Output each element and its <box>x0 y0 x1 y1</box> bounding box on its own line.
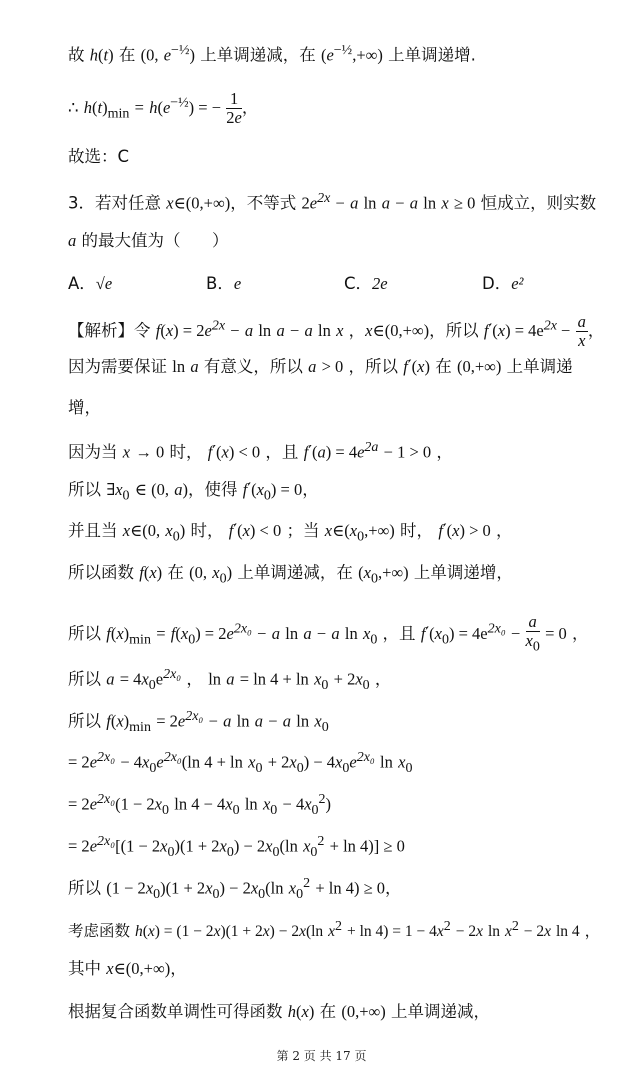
analysis-line-14: 所以 $(1 - 2x_0)(1 + 2x_0) - 2x_0(\ln$ $x_0^2 + \ln 4) \ge 0$， <box>68 876 402 902</box>
analysis-line-13: = $2e^{2x_0}[(1 - 2x_0)(1 + 2x_0) - 2x_0(\ln$ $x_0^2 + \ln 4)] \ge 0$ <box>68 834 405 860</box>
text-line-1: 故 h(t) 在 (0, $e^{-\frac{1}{2}}$) 上单调递减，在 $(e^{-\frac{1}{2}},+\infty)$ 上单调递增. <box>68 43 476 65</box>
analysis-line-8: 所以 $f(x)_{min} = f(x_0) = 2e^{2x_0} - a$ ln a − a $\ln x_0$ ，且 $f'(x_0) = 4e^{2x_0}$ − $\frac{a}{x_0}$ = 0 ， <box>68 612 589 655</box>
analysis-line-6: 并且当 x∈(0, $x_0$) 时， f′(x) < 0 ；当 $x\in(x_0,+\infty)$ 时， f′(x) > 0 ， <box>68 521 513 545</box>
analysis-line-2: 因为需要保证 ln a 有意义，所以 a > 0 ，所以 f′(x) 在 (0,+∞) 上单调递 <box>68 357 573 376</box>
question-3-stem: 3．若对任意 x∈(0,+∞)，不等式 $2e^{2x} - a$ ln a − a ln x ≥ 0 恒成立，则实数 <box>68 191 597 213</box>
option-b: B．e <box>206 274 242 293</box>
page-footer: 第 2 页 共 17 页 <box>276 1049 367 1063</box>
analysis-line-10: 所以 $f(x)_{min} = 2e^{2x_0} - a$ ln a − a $\ln x_0$ <box>68 709 329 735</box>
text-line-3: 故选：C <box>68 147 130 166</box>
option-d: D．e² <box>482 274 524 293</box>
analysis-line-3: 增， <box>68 398 101 417</box>
analysis-line-7: 所以函数 f(x) 在 (0, $x_0$) 上单调递减，在 $(x_0,+\infty)$ 上单调递增， <box>68 563 513 587</box>
analysis-line-9: 所以 $a = 4x_0e^{2x_0}$ ， $\ln a = \ln 4 + \ln x_0 + 2x_0$ ， <box>68 667 392 693</box>
analysis-line-11: = $2e^{2x_0} - 4x_0e^{2x_0}(\ln$ $4 + \ln x_0 + 2x_0) - 4x_0e^{2x_0}$ $\ln x_0$ <box>68 750 413 776</box>
analysis-line-4: 因为当 x → 0 时， f′(x) < 0 ，且 $f'(a) = 4e^{2a} - 1 > 0$ ， <box>68 440 453 462</box>
analysis-line-12: = $2e^{2x_0}(1 - 2x_0$ $\ln 4 - 4x_0$ $\ln x_0 - 4x_0^2$) <box>68 792 332 818</box>
option-c: C．2e <box>344 274 388 293</box>
option-a: A．√e <box>68 274 113 293</box>
text-line-2: ∴ $h(t)_{min} = h(e^{-\frac{1}{2}})$ = − $\frac{1}{2e}$ ， <box>68 89 259 127</box>
analysis-line-5: 所以 $\exists x_0$ ∈ (0, a)，使得 $f'(x_0) = 0$， <box>68 480 319 504</box>
analysis-line-1: 【解析】令 $f(x) = 2e^{2x} - a$ ln a − a ln x ，x∈(0,+∞)，所以 $f'(x) = 4e^{2x}$ − $\frac{a}{x}$ ， <box>68 312 605 350</box>
analysis-line-17: 根据复合函数单调性可得函数 h(x) 在 (0,+∞) 上单调递减， <box>68 1002 491 1021</box>
analysis-line-16: 其中 x∈(0,+∞)， <box>68 959 187 978</box>
analysis-line-15: 考虑函数 h(x) = (1 − 2x)(1 + 2x) − 2x(ln $x^2 + \ln 4) = 1 - 4x^2 - 2x$ $\ln x^2 - 2x$ ln 4 ， <box>68 919 601 941</box>
question-3-ask: a 的最大值为（ ） <box>68 231 229 250</box>
